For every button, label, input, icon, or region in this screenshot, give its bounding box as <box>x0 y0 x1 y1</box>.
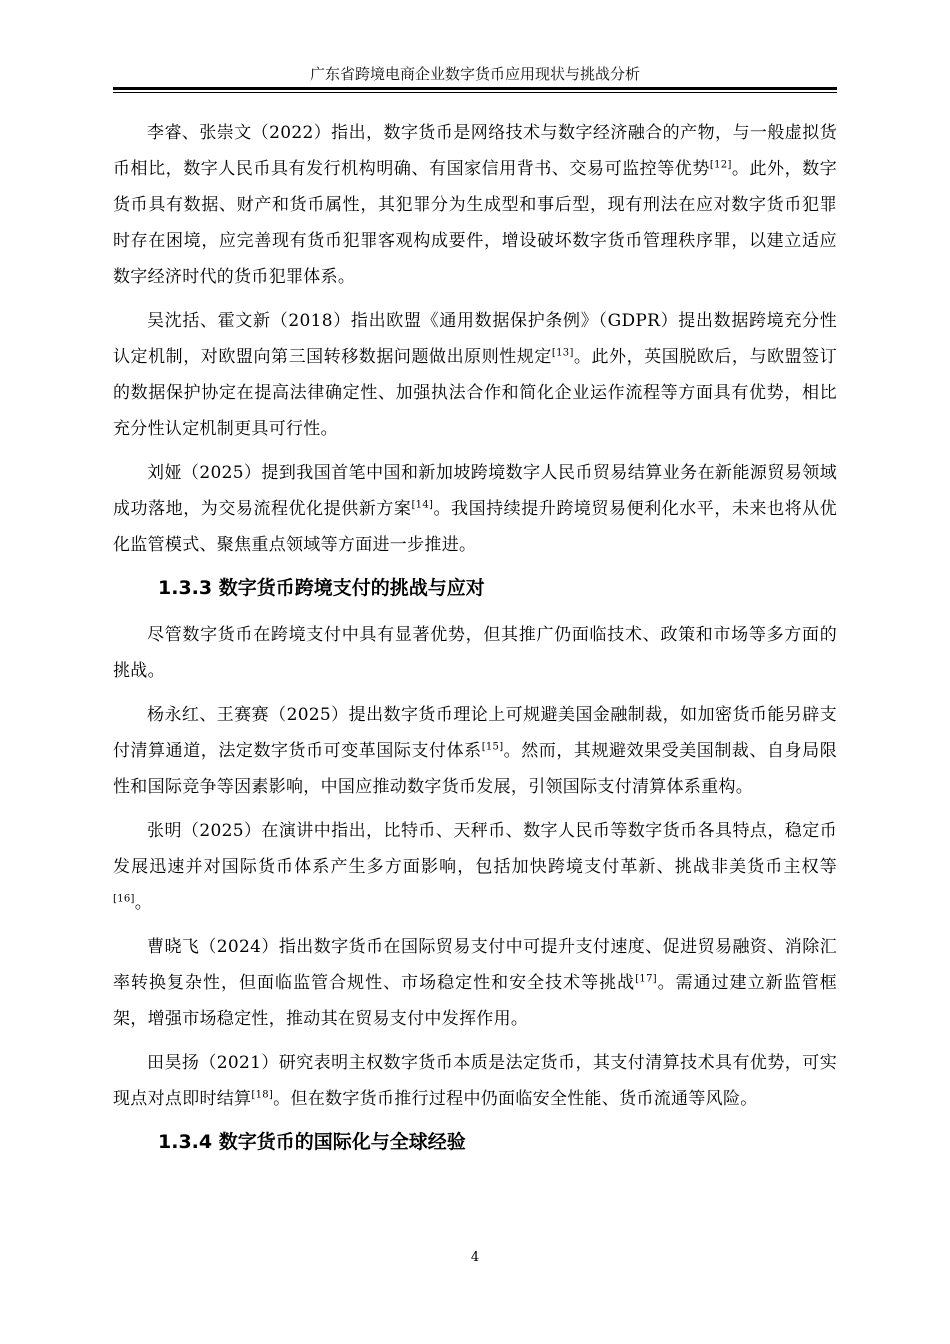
paragraph-text: 田昊扬（2021）研究表明主权数字货币本质是法定货币，其支付清算技术具有优势，可实现点对点即时结算 <box>113 1053 837 1109</box>
paragraph-text: 杨永红、王赛赛（2025）提出数字货币理论上可规避美国金融制裁，如加密货币能另辟支付清算通道，法定数字货币可变革国际支付体系 <box>113 705 837 761</box>
page-number: 4 <box>470 1250 480 1265</box>
citation-reference: [13] <box>551 347 574 359</box>
citation-reference: [17] <box>635 973 657 985</box>
section-heading: 1.3.3 数字货币跨境支付的挑战与应对 <box>158 577 485 599</box>
paragraph-text: 。我国持续提升跨境贸易便利化水平，未来也将从优化监管模式、聚焦重点领域等方面进一步推进。 <box>113 499 837 555</box>
paragraph-text: 曹晓飞（2024）指出数字货币在国际贸易支付中可提升支付速度、促进贸易融资、消除汇率转换复杂性，但面临监管合规性、市场稳定性和安全技术等挑战 <box>113 937 837 993</box>
paragraph-text: 吴沈括、霍文新（2018）指出欧盟《通用数据保护条例》（GDPR）提出数据跨境充分性认定机制，对欧盟向第三国转移数据问题做出原则性规定 <box>113 311 837 367</box>
paragraph-text: 李睿、张崇文（2022）指出，数字货币是网络技术与数字经济融合的产物，与一般虚拟货币相比，数字人民币具有发行机构明确、有国家信用背书、交易可监控等优势 <box>113 123 837 179</box>
citation-reference: [18] <box>251 1089 274 1101</box>
paragraph-text: 。此外，英国脱欧后，与欧盟签订的数据保护协定在提高法律确定性、加强执法合作和简化企业运作流程等方面具有优势，相比充分性认定机制更具可行性。 <box>113 347 838 439</box>
body-paragraph <box>113 697 837 805</box>
header-rule-thin <box>113 92 837 93</box>
header-rule-thick <box>113 87 837 90</box>
citation-reference: [12] <box>709 159 732 171</box>
citation-reference: [14] <box>411 499 434 511</box>
body-paragraph <box>113 929 837 1037</box>
citation-reference: [16] <box>113 893 135 905</box>
paragraph-text: 。然而，其规避效果受美国制裁、自身局限性和国际竞争等因素影响，中国应推动数字货币发展，引领国际支付清算体系重构。 <box>113 741 837 797</box>
body-paragraph <box>113 813 837 921</box>
paragraph-text: 。 <box>134 893 153 913</box>
citation-reference: [15] <box>481 741 504 753</box>
paragraph-text: 张明（2025）在演讲中指出，比特币、天秤币、数字人民币等数字货币各具特点，稳定币发展迅速并对国际货币体系产生多方面影响，包括加快跨境支付革新、挑战非美货币主权等 <box>113 821 837 877</box>
body-paragraph <box>113 303 837 447</box>
paragraph-text: 尽管数字货币在跨境支付中具有显著优势，但其推广仍面临技术、政策和市场等多方面的挑战。 <box>113 625 837 681</box>
paragraph-text: 。需通过建立新监管框架，增强市场稳定性，推动其在贸易支付中发挥作用。 <box>113 973 838 1029</box>
body-text <box>113 115 837 1171</box>
paragraph-text: 。但在数字货币推行过程中仍面临安全性能、货币流通等风险。 <box>273 1089 758 1109</box>
running-header: 广东省跨境电商企业数字货币应用现状与挑战分析 <box>309 65 640 83</box>
body-paragraph <box>113 115 837 295</box>
body-paragraph <box>113 1045 837 1117</box>
paragraph-text: 刘娅（2025）提到我国首笔中国和新加坡跨境数字人民币贸易结算业务在新能源贸易领域成功落地，为交易流程优化提供新方案 <box>113 463 837 519</box>
body-paragraph <box>113 617 837 689</box>
section-heading: 1.3.4 数字货币的国际化与全球经验 <box>158 1131 466 1153</box>
paragraph-text: 。此外，数字货币具有数据、财产和货币属性，其犯罪分为生成型和事后型，现有刑法在应对数字货币犯罪时存在困境，应完善现有货币犯罪客观构成要件，增设破坏数字货币管理秩序罪，以建立适应数字经济时代的货币犯罪体系。 <box>113 159 837 287</box>
body-paragraph <box>113 455 837 563</box>
